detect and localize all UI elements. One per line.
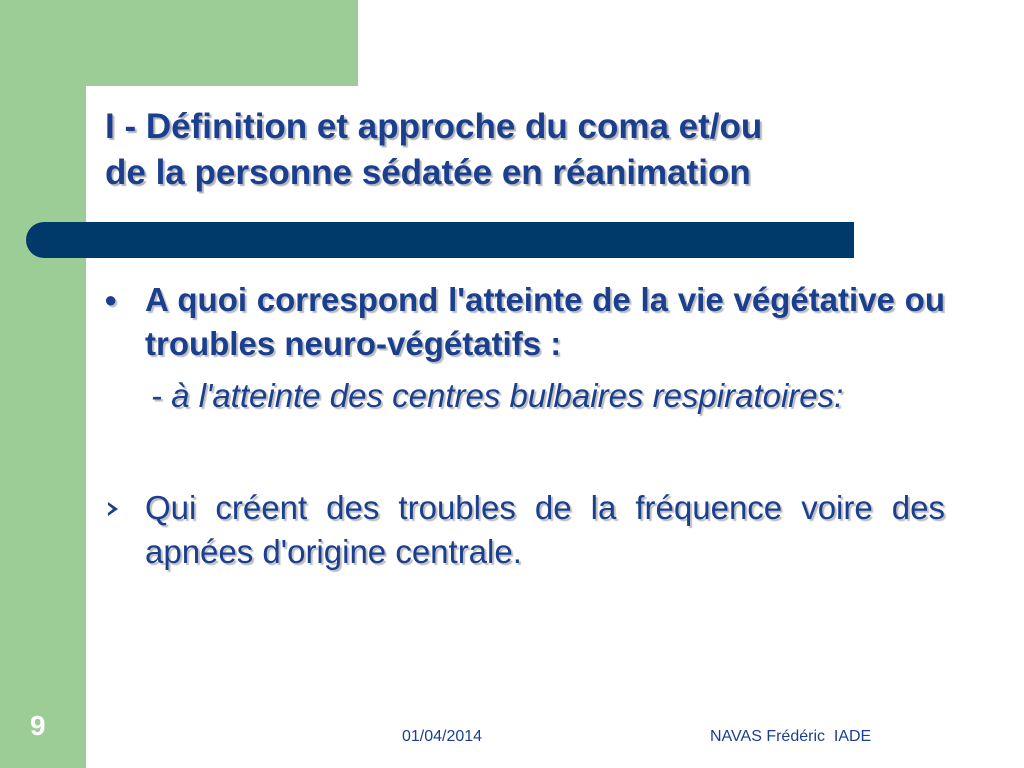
sub-item-1 (100, 374, 945, 418)
footer-date: 01/04/2014 (402, 728, 483, 745)
sub-item-dash: - (151, 377, 162, 414)
slide-title (105, 104, 1005, 196)
spacer (100, 418, 945, 486)
sub-item-text: à l'atteinte des centres bulbaires respiratoires: (171, 377, 844, 414)
bullet-item-1 (100, 278, 945, 366)
slide-body (100, 278, 945, 574)
title-line-2: de la personne sédatée en réanimation (105, 153, 751, 192)
arrow-bullet-icon (108, 502, 118, 516)
bullet-text-2: Qui créent des troubles de la fréquence voire des apnées d'origine centrale. (145, 489, 945, 570)
title-line-1: I - Définition et approche du coma et/ou (105, 107, 763, 146)
filled-circle-bullet-icon: ● (104, 287, 118, 312)
footer-author: NAVAS Frédéric IADE (710, 728, 872, 745)
left-green-strip (0, 0, 86, 768)
bullet-item-2 (100, 486, 945, 574)
slide-number: 9 (30, 710, 46, 741)
title-divider-bar (26, 222, 854, 258)
bullet-text-1: A quoi correspond l'atteinte de la vie végétative ou troubles neuro-végétatifs : (145, 281, 945, 362)
